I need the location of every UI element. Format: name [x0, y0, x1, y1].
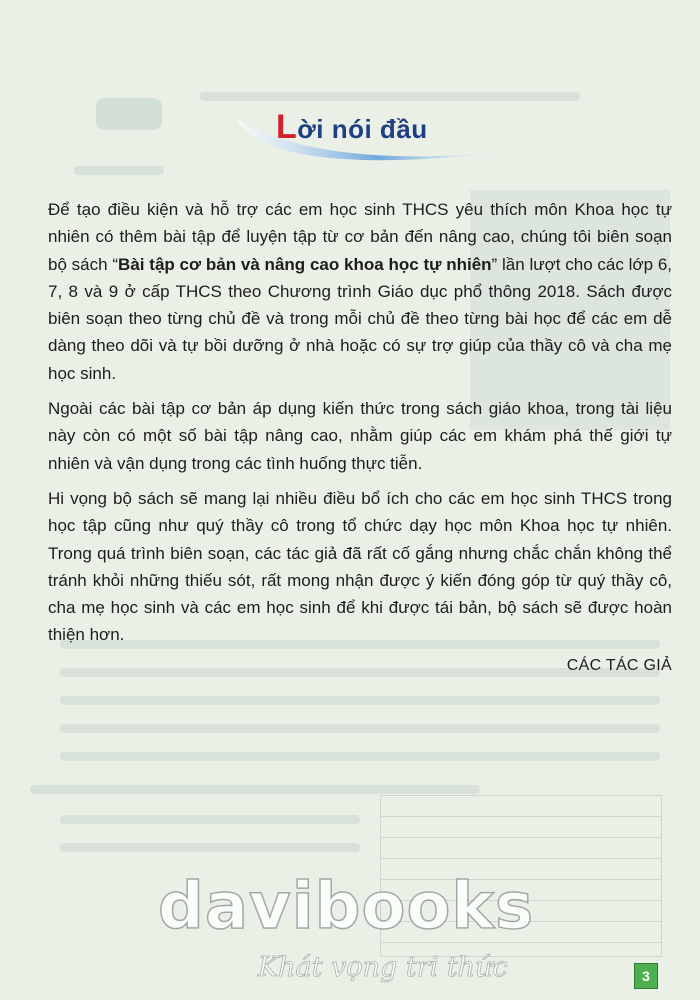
book-series-title: Bài tập cơ bản và nâng cao khoa học tự nhiên — [118, 254, 492, 274]
title-swoosh-decoration — [0, 0, 700, 200]
show-through-line — [60, 752, 660, 761]
paragraph-2: Ngoài các bài tập cơ bản áp dụng kiến thức trong sách giáo khoa, trong tài liệu này còn có một số bài tập nâng cao, nhằm giúp các em khám phá thế giới tự nhiên và vận dụng trong các tình huống thực tiễn. — [48, 399, 672, 473]
page-number-badge: 3 — [634, 963, 658, 989]
paragraph-1-text-a: Để tạo điều kiện và hỗ trợ các em học sinh THCS yêu thích môn Khoa học tự nhiên có thêm bài tập để luyện tập từ cơ bản đến nâng cao, chúng tôi biên soạn bộ sách “ — [48, 200, 672, 274]
title-text: ời nói đầu — [297, 114, 428, 144]
show-through-line — [60, 696, 660, 705]
page-title — [276, 108, 428, 147]
watermark-slogan: Khát vọng tri thức — [258, 952, 508, 983]
watermark-brand: davibooks — [158, 870, 535, 944]
preface-body — [48, 196, 672, 675]
show-through-line — [60, 815, 360, 824]
show-through-line — [60, 724, 660, 733]
paragraph-1-text-b: ” lần lượt cho các lớp 6, 7, 8 và 9 ở cấp THCS theo Chương trình Giáo dục phổ thông 2018. Sách được biên soạn theo từng chủ đề và trong mỗi chủ đề theo từng bài học để các em dễ dàng theo dõi và tự bồi dưỡng ở nhà hoặc có sự trợ giúp của thầy cô và cha mẹ học sinh. — [48, 254, 672, 383]
title-initial: L — [276, 108, 298, 146]
show-through-line — [30, 785, 480, 794]
show-through-line — [60, 843, 360, 852]
authors-signature: CÁC TÁC GIẢ — [566, 656, 672, 674]
paragraph-3: Hi vọng bộ sách sẽ mang lại nhiều điều bổ ích cho các em học sinh THCS trong học tập cũng như quý thầy cô trong tổ chức dạy học môn Khoa học tự nhiên. Trong quá trình biên soạn, các tác giả đã rất cố gắng nhưng chắc chắn không thể tránh khỏi những thiếu sót, rất mong nhận được ý kiến đóng góp từ quý thầy cô, cha mẹ học sinh và các em học sinh để khi được tái bản, bộ sách sẽ được hoàn thiện hơn. — [48, 488, 672, 645]
paragraph-1 — [48, 196, 672, 387]
